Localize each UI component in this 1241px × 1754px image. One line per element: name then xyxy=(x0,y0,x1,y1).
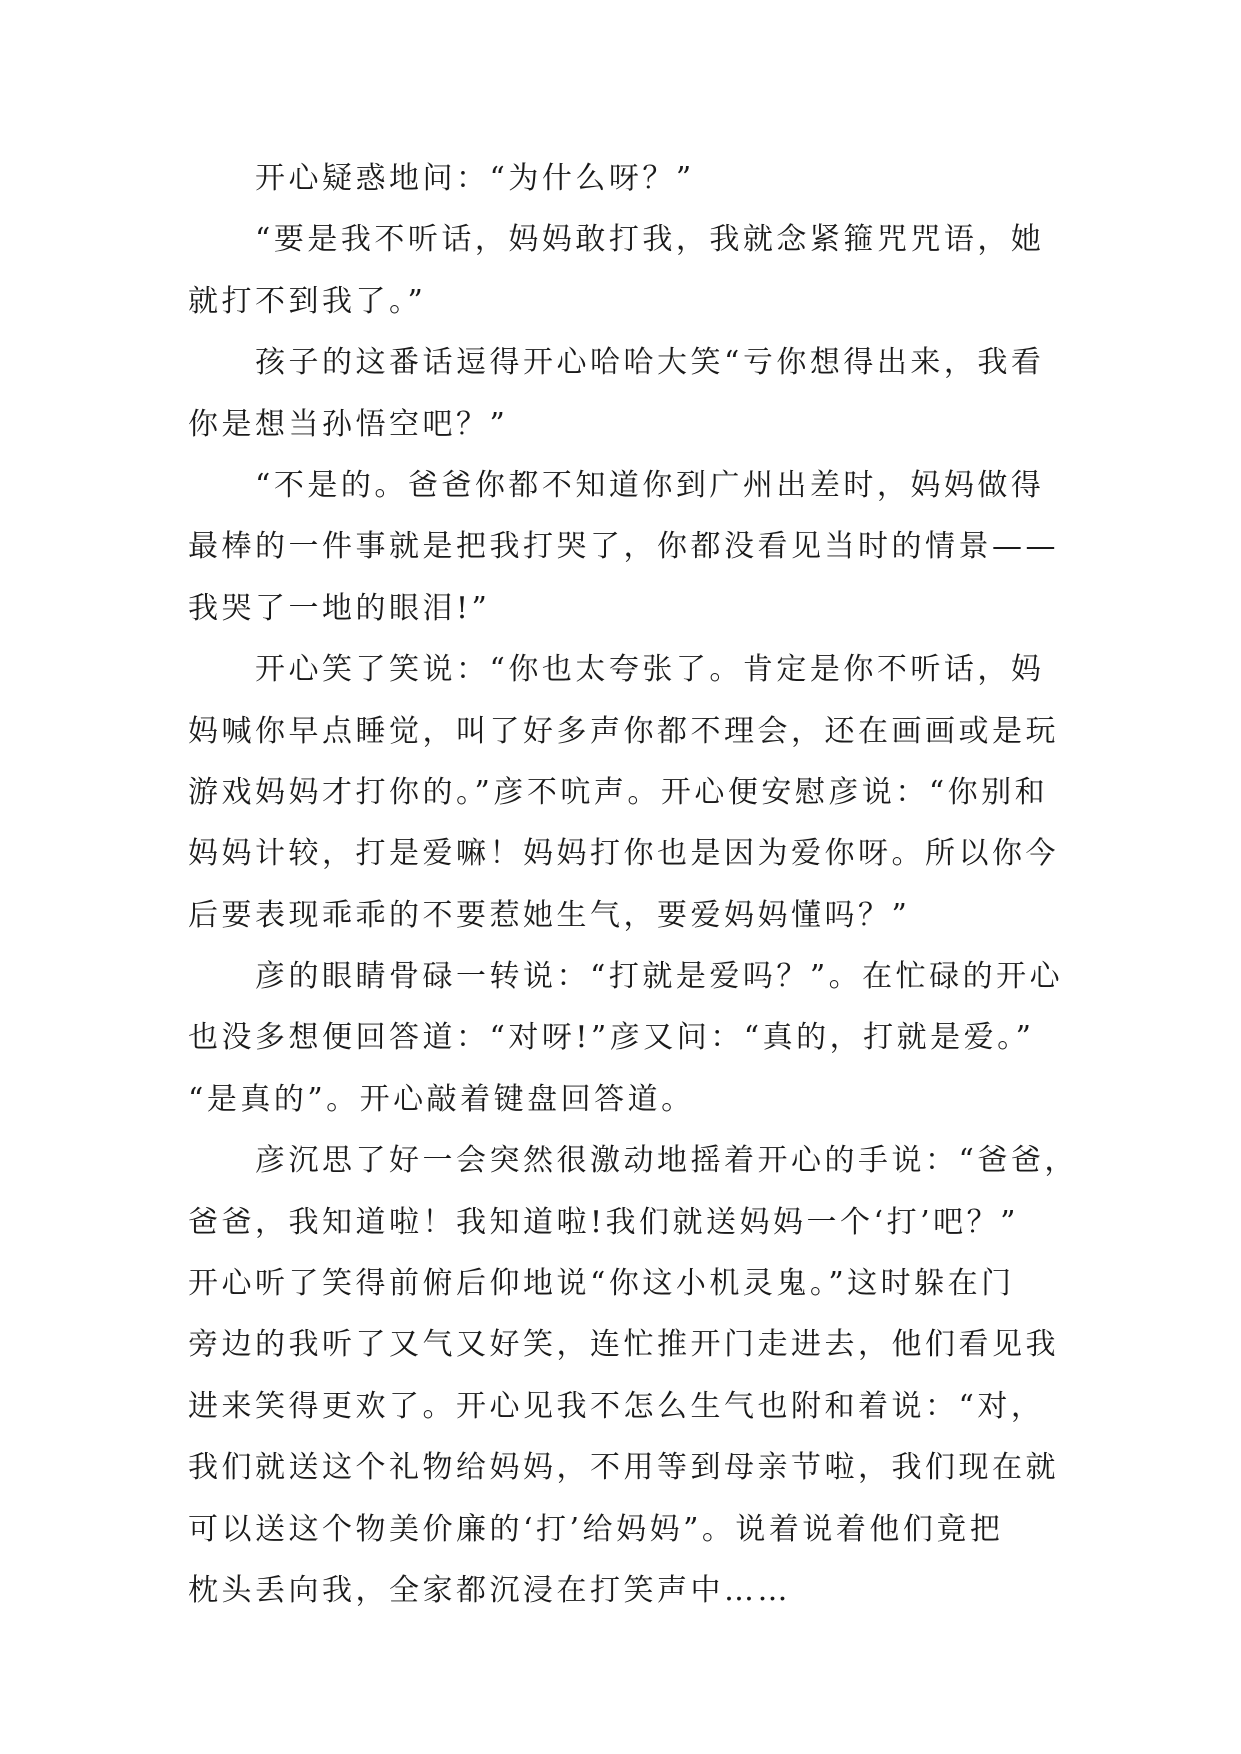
text-line: 最棒的一件事就是把我打哭了，你都没看见当时的情景—— xyxy=(188,529,1059,565)
text-line: 可以送这个物美价廉的‘打’给妈妈”。说着说着他们竟把 xyxy=(188,1511,1004,1547)
text-line: 彦的眼睛骨碌一转说：“打就是爱吗？”。在忙碌的开心 xyxy=(188,959,1064,995)
text-line: 爸爸，我知道啦！我知道啦!我们就送妈妈一个‘打’吧？” xyxy=(188,1204,1019,1240)
text-line: 游戏妈妈才打你的。”彦不吭声。开心便安慰彦说：“你别和 xyxy=(188,774,1049,810)
text-line: 后要表现乖乖的不要惹她生气，要爱妈妈懂吗？” xyxy=(188,897,911,933)
story-text xyxy=(188,148,1078,1621)
text-line: 也没多想便回答道：“对呀!”彦又问：“真的，打就是爱。” xyxy=(188,1020,1035,1056)
text-line: 彦沉思了好一会突然很激动地摇着开心的手说：“爸爸， xyxy=(188,1143,1078,1179)
text-line: 就打不到我了。” xyxy=(188,283,427,319)
text-line: 旁边的我听了又气又好笑，连忙推开门走进去，他们看见我 xyxy=(188,1327,1059,1363)
text-line: 我哭了一地的眼泪!” xyxy=(188,590,491,626)
text-line: 妈妈计较，打是爱嘛！妈妈打你也是因为爱你呀。所以你今 xyxy=(188,836,1059,872)
text-line: 开心听了笑得前俯后仰地说“你这小机灵鬼。”这时躲在门 xyxy=(188,1266,1015,1302)
text-line: 你是想当孙悟空吧？” xyxy=(188,406,509,442)
text-line: 开心笑了笑说：“你也太夸张了。肯定是你不听话，妈 xyxy=(188,652,1045,688)
text-line: 枕头丢向我，全家都沉浸在打笑声中…… xyxy=(188,1572,791,1608)
text-line: “是真的”。开心敲着键盘回答道。 xyxy=(188,1081,695,1117)
text-line: “要是我不听话，妈妈敢打我，我就念紧箍咒咒语，她 xyxy=(188,222,1045,258)
text-line: 开心疑惑地问：“为什么呀？” xyxy=(188,161,695,196)
text-line: 孩子的这番话逗得开心哈哈大笑“亏你想得出来，我看 xyxy=(188,345,1045,381)
text-line: 进来笑得更欢了。开心见我不怎么生气也附和着说：“对， xyxy=(188,1388,1045,1424)
text-line: 我们就送这个礼物给妈妈，不用等到母亲节啦，我们现在就 xyxy=(188,1450,1059,1486)
text-line: 妈喊你早点睡觉，叫了好多声你都不理会，还在画画或是玩 xyxy=(188,713,1059,749)
text-line: “不是的。爸爸你都不知道你到广州出差时，妈妈做得 xyxy=(188,467,1045,503)
